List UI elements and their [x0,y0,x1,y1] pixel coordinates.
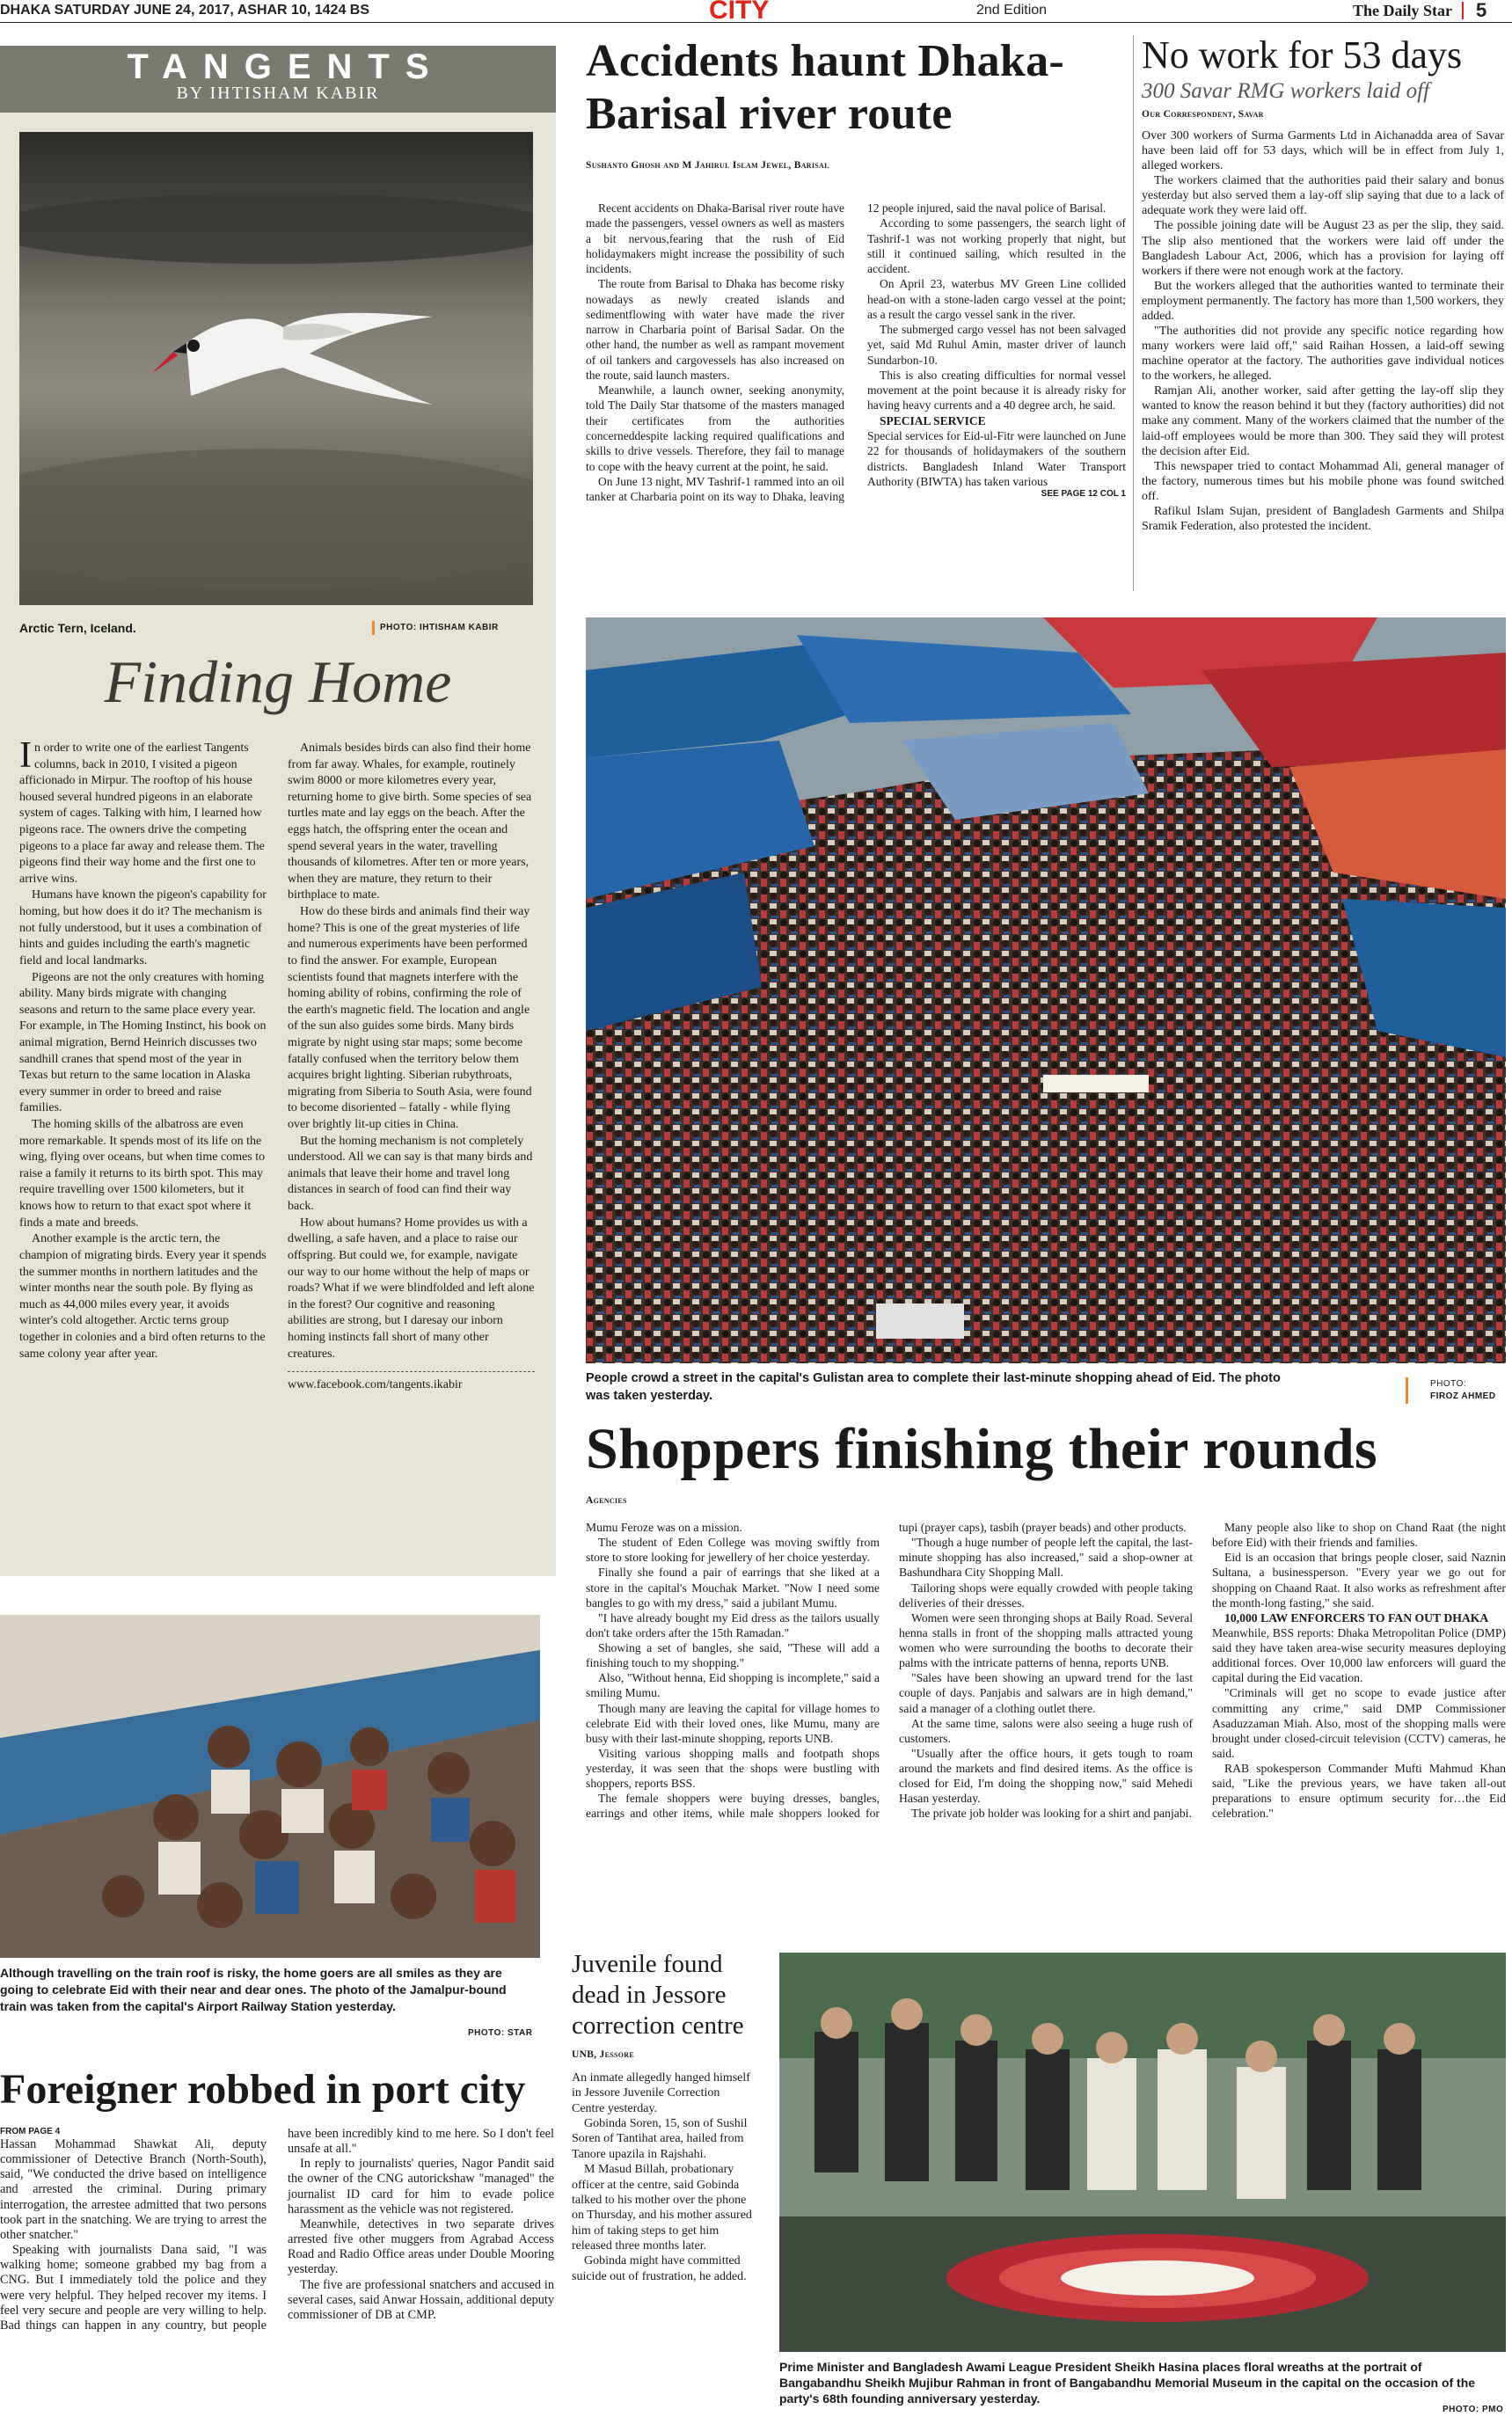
savar-p6: Ramjan Ali, another worker, said after getting the lay-off slip they wanted to know the reason behind it but they (factory authorities) did not make any comment. Many of the workers claimed that the number of the laid-off employees would be more than 300. They said they will protest the decision after Eid. [1142,384,1504,458]
arctic-tern-photo [19,132,533,605]
accidents-p9: Special services for Eid-ul-Fitr were launched on June 22 for thousands of holidaymakers of the southern districts. Bangladesh Inland Water Transport Authority (BIWTA) has taken various [867,428,1126,488]
shoppers-body [586,1520,1506,1924]
tangents-kicker: TANGENTS [127,47,445,86]
juvenile-body [572,2070,753,2284]
tangents-p2: Humans have known the pigeon's capability for homing, but how does it do it? The mechanism is not fully understood, but it uses a combination of hints and guides including the earth's magnetic field and local landmarks. [19,888,267,968]
accidents-body [586,201,1126,588]
shoppers-subhead: 10,000 LAW ENFORCERS TO FAN OUT DHAKA [1224,1610,1489,1625]
train-credit: PHOTO: STAR [468,2028,533,2038]
foreigner-p3: In reply to journalists' queries, Nagor Pandit said the owner of the CNG autorickshaw "managed" the journalist ID card for him to evade police harassment as the vehicle was not registered. [288,2157,554,2216]
juvenile-p1: An inmate allegedly hanged himself in Jessore Juvenile Correction Centre yesterday. [572,2071,750,2115]
savar-subhead: 300 Savar RMG workers laid off [1142,79,1430,103]
accidents-byline: Sushanto Ghosh and M Jahirul Islam Jewel, Barisal [586,160,829,171]
foreigner-body [0,2127,554,2413]
accidents-p3: Meanwhile, a launch owner, seeking anonymity, told The Daily Star thatsome of the masters managed their certificates from the authorities concerneddespite lacking required qualifications and skills to drive vessels. Therefore, they fail to manage to cope with the heavy current at the point, he said. [586,383,844,473]
shoppers-p7: Though many are leaving the capital for village homes to celebrate Eid with their loved ones, like Mumu, many are busy with their last-minute shopping, reports UNB. [586,1701,880,1745]
accidents-p6: On April 23, waterbus MV Green Line collided head-on with a stone-laden cargo vessel at the point; as a result the cargo vessel sank in the river. [867,277,1126,321]
savar-p2: The workers claimed that the authorities paid their salary and bonus yesterday but also served them a lay-off slip saying that due to a lack of adequate work they were laid off. [1142,174,1504,218]
foreigner-p1: Hassan Mohammad Shawkat Ali, deputy commissioner of Detective Branch (North-South), said, "We conducted the drive based on intelligence and arrested the criminal. During primary interrogation, the arrestee admitted that two persons took part in the snatching. We are trying to arrest the other snatcher." [0,2137,267,2242]
shoppers-p3: Finally she found a pair of earrings that she liked at a store in the capital's Mouchak Market. "Now I need some bangles to go with my dress," said a jubilant Mumu. [586,1566,880,1610]
tangents-p1 [19,735,267,887]
shoppers-byline: Agencies [586,1495,627,1506]
pm-credit: PHOTO: PMO [1443,2405,1504,2414]
tangents-p4: The homing skills of the albatross are even more remarkable. It spends most of its life on the wing, flying over oceans, but when time comes to raise a family it returns to its birth spot. This may require travelling over 1500 kilometers, but it knows how to return to that exact spot where it finds a mate and breeds. [19,1118,266,1230]
accidents-jump[interactable]: SEE PAGE 12 COL 1 [1041,489,1126,500]
gulistan-crowd-photo [586,617,1506,1363]
shoppers-headline: Shoppers finishing their rounds [586,1417,1378,1481]
tangents-p8: But the homing mechanism is not completely understood. All we can say is that many birds and animals that leave their home and travel long distances in search of food can find their way back. [288,1134,533,1214]
shoppers-p11: Tailoring shops were equally crowded with people taking deliveries of their dresses. [899,1581,1193,1610]
shoppers-p15: "Usually after the office hours, it gets tough to roam around the markets and find desired items. As the office is closed for Eid, I'm doing the shopping now," said Mehedi Hasan yesterday. [899,1746,1193,1806]
crowd-credit-bar [1406,1377,1408,1404]
crowd-credit-label: PHOTO: [1430,1379,1467,1389]
crowd-credit-name: FIROZ AHMED [1430,1391,1496,1401]
tangents-p7: How do these birds and animals find their way home? This is one of the great mysteries of life and numerous experiments have been performed to find the answer. For example, European scientists found that magnets interfere with the homing ability of robins, confirming the role of the earth's magnetic field. The location and angle of the sun also guides some birds. Many birds migrate by night using star maps; some become fatally confused when the territory below them acquires bright lighting. Siberian rubythroats, migrating from Siberia to South Asia, were found to become disoriented – fatally - while flying over brightly lit-up cities in China. [288,905,532,1132]
shoppers-p1: Mumu Feroze was on a mission. [586,1521,742,1534]
savar-body [1142,128,1504,534]
tangents-body [19,735,535,1550]
shoppers-p18: Eid is an occasion that brings people closer, said Naznin Sultana, a businessperson. "Every year we go out for shopping on Chaand Raat. It also works as refreshment after the month-long fasting," she said. [1212,1551,1506,1610]
savar-headline: No work for 53 days [1142,33,1463,77]
accidents-p5: According to some passengers, the search light of Tashrif-1 was not working properly that night, but still it continued sailing, which resulted in the accident. [867,216,1126,276]
tern-credit-bar [372,621,375,635]
tangents-p9: How about humans? Home provides us with a dwelling, a safe haven, and a place to raise our offspring. But could we, for example, navigate our way to our home without the help of maps or roads? What if we were blindfolded and left alone in the forest? Our cognitive and reasoning abilities are strong, but I daresay our inborn homing instincts fall short of many other creatures. [288,1216,535,1361]
pm-illustration [779,1953,1506,2352]
savar-p3: The possible joining date will be August 23 as per the slip, they said. The slip also mentioned that the workers were laid off under the Bangladesh Labour Act, 2006, which has a provision for laying off workers if there were not enough work at the factory. [1142,219,1504,278]
train-roof-photo [0,1615,540,1958]
pm-caption: Prime Minister and Bangladesh Awami League President Sheikh Hasina places floral wreaths at the portrait of Bangabandhu Sheikh Mujibur Rahman in front of Bangabandhu Memorial Museum in the capital on the occasion of the party's 68th founding anniversary yesterday. [779,2360,1476,2406]
masthead [0,0,1512,23]
shoppers-p19: Meanwhile, BSS reports: Dhaka Metropolitan Police (DMP) said they have taken area-wise security measures deploying additional forces. Over 10,000 law enforcers will guard the capital during the Eid vacation. [1212,1625,1506,1685]
accidents-p2: The route from Barisal to Dhaka has become risky nowadays as newly created islands and sedimentflowing with water have made the river narrow in Charbaria point of Barisal Sadar. On the other hand, the number as well as rampant movement of oil tankers and cargovessels has also increased on the route, said launch masters. [586,277,844,382]
shoppers-p17: Many people also like to shop on Chand Raat (the night before Eid) with their friends and families. [1212,1521,1506,1550]
accidents-p7: The submerged cargo vessel has not been salvaged yet, said Md Ruhul Amin, master driver of launch Sundarbon-10. [867,323,1126,367]
tern-caption: Arctic Tern, Iceland. [19,621,136,635]
shoppers-p13: "Sales have been showing an upward trend for the last couple of days. Panjabis and salwars are in high demand," said a manager of a clothing outlet there. [899,1671,1193,1715]
shoppers-p20: "Criminals will get no scope to evade justice after committing any crime," said DMP Commissioner Asaduzzaman Miah. Also, most of the shopping malls were brought under closed-circuit television (CCTV) cameras, he said. [1212,1686,1506,1760]
shoppers-p10: "Though a huge number of people left the capital, the last-minute shopping has also increased," said a shop-owner at Bashundhara City Shopping Mall. [899,1536,1193,1580]
savar-p7: This newspaper tried to contact Mohammad Ali, general manager of the factory, numerous times but his mobile phone was found switched off. [1142,459,1504,503]
tern-illustration [19,132,533,605]
tangents-rule [288,1371,535,1372]
foreigner-p2: Speaking with journalists Dana said, "I was walking home; someone grabbed my bag from a CNG. But I immediately told the police and they were very helpful. They helped recover my items. I feel very secure and people are very willing to help. Bad things can happen in any country, but people have been incredibly kind to me here. So I don't feel unsafe at all." [0,2127,554,2333]
savar-p1: Over 300 workers of Surma Garments Ltd in Aichanadda area of Savar have been laid off for 53 days, which will be in effect from July 1, alleged workers. [1142,129,1504,173]
accidents-p8: This is also creating difficulties for normal vessel movement at the point because it is already risky for having heavy currents and a 40 degree arch, he said. [867,368,1126,413]
juvenile-p3: M Masud Billah, probationary officer at the centre, said Gobinda talked to his mother over the phone on Thursday, and his mother assured him of taking steps to get him released three months later. [572,2163,752,2253]
tangents-author: BY IHTISHAM KABIR [176,84,380,103]
shoppers-p2: The student of Eden College was moving swiftly from store to store looking for jewellery of her choice yesterday. [586,1536,880,1565]
juvenile-headline: Juvenile found dead in Jessore correction centre [572,1950,744,2040]
foreigner-headline: Foreigner robbed in port city [0,2066,526,2113]
shoppers-p5: Showing a set of bangles, she said, "These will add a finishing touch to my shopping." [586,1641,880,1670]
juvenile-p2: Gobinda Soren, 15, son of Sushil Soren of Tantihat area, hailed from Tanore upazila in Rajshahi. [572,2117,748,2161]
accidents-p4: On June 13 night, MV Tashrif-1 rammed into an oil tanker at Charbaria point on its way to Dhaka, leaving 12 people injured, said the naval police of Barisal. [586,201,1107,504]
dropcap: I [19,735,32,776]
tangents-title: Finding Home [104,648,452,715]
shoppers-p21: RAB spokesperson Commander Mufti Mahmud Khan said, "Like the previous years, we have taken all-out preparations to ensure optimum security for…the Eid celebration." [1212,1762,1506,1821]
edition-label: 2nd Edition [976,3,1048,18]
juvenile-byline: UNB, Jessore [572,2049,634,2060]
column-rule [1133,35,1134,591]
page-divider [1462,2,1464,19]
crowd-caption: People crowd a street in the capital's Gulistan area to complete their last-minute shopping ahead of Eid. The photo was taken yesterday. [586,1371,1281,1403]
foreigner-from: FROM PAGE 4 [0,2127,61,2136]
savar-p4: But the workers alleged that the authorities wanted to terminate their employment permanently. The factory has more than 1,500 workers, they added. [1142,279,1504,323]
shoppers-p4: "I have already bought my Eid dress as the tailors usually don't take orders after the 15th Ramadan." [586,1610,880,1639]
shoppers-p14: At the same time, salons were also seeing a huge rush of customers. [899,1716,1193,1745]
tangents-footer[interactable]: www.facebook.com/tangents.ikabir [288,1378,463,1392]
tangents-p6: Animals besides birds can also find their home from far away. Whales, for example, routinely swim 8000 or more kilometres every year, returning home to give birth. Some species of sea turtles mate and lay eggs on the beach. After the eggs hatch, the offspring enter the ocean and spend several years in the water, travelling thousands of kilometres. After ten or more years, when they are mature, they return to their birthplace to mate. [288,741,532,902]
foreigner-p5: The five are professional snatchers and accused in several cases, said Anwar Hossain, additional deputy commissioner of DB at CMP. [288,2277,554,2322]
shoppers-p9: The female shoppers were buying dresses, bangles, earrings and other items, while male shoppers looked for tupi (prayer caps), tasbih (prayer beads) and other products. [586,1521,1187,1821]
train-caption: Although travelling on the train roof is risky, the home goers are all smiles as they are going to celebrate Eid with their near and dear ones. The photo of the Jamalpur-bound train was taken from the capital's Airport Railway Station yesterday. [0,1966,507,2013]
accidents-headline: Accidents haunt Dhaka-Barisal river route [586,36,1065,139]
shoppers-p16: The private job holder was looking for a shirt and panjabi. [911,1807,1192,1821]
foreigner-p4: Meanwhile, detectives in two separate drives arrested five other muggers from Agrabad Access Road and Radio Office areas under Double Mooring yesterday. [288,2216,554,2277]
tangents-p3: Pigeons are not the only creatures with homing ability. Many birds migrate with changing seasons and return to the same place every year. For example, in The Homing Instinct, his book on animal migration, Bernd Heinrich discusses two sandhill cranes that spend most of the year in Texas but return to the same location in Alaska every summer in order to breed and raise families. [19,970,267,1115]
train-illustration [0,1615,540,1958]
page-number: 5 [1476,0,1487,21]
paper-logo: The Daily Star [1353,2,1453,19]
crowd-illustration [586,617,1506,1363]
shoppers-p8: Visiting various shopping malls and footpath shops yesterday, it was seen that the shops were bustling with shoppers, reports BSS. [586,1746,880,1791]
accidents-p1: Recent accidents on Dhaka-Barisal river route have made the passengers, vessel owners as well as masters a bit nervous,fearing that the rush of Eid holidaymakers might increase the possibility of such incidents. [586,201,844,276]
shoppers-p12: Women were seen thronging shops at Baily Road. Several henna stalls in front of the shopping malls attracted young women who were surrounding the booths to decorate their palms with the intricate patterns of henna, reports UNB. [899,1610,1193,1670]
dateline: DHAKA SATURDAY JUNE 24, 2017, ASHAR 10, 1424 BS [0,3,370,18]
tangents-p5: Another example is the arctic tern, the champion of migrating birds. Every year it spends the summer months in northern latitudes and the winter months near the south pole. By flying as much as 44,000 miles every year, it avoids winter's cold altogether. Arctic terns group together in colonies and a bird often returns to the same colony year after year. [19,1232,267,1361]
accidents-subhead: SPECIAL SERVICE [880,413,986,427]
shoppers-p6: Also, "Without henna, Eid shopping is incomplete," said a smiling Mumu. [586,1671,880,1700]
section-name: CITY [709,0,770,25]
savar-p5: "The authorities did not provide any specific notice regarding how many workers were laid off," said Raihan Hossen, a laid-off sewing machine operator at the factory. The authorities gave individual notices to the workers, he alleged. [1142,325,1504,383]
pm-wreath-photo [779,1953,1506,2352]
tangents-p1-text: n order to write one of the earliest Tangents columns, back in 2010, I visited a pigeon afficionado in Mirpur. The rooftop of his house housed several hundred pigeons in an elaborate system of cages. Talking with him, I learned how pigeons race. The owners drive the competing pigeons to a place far away and release them. The pigeons find their way home and the first one to arrive wins. [19,741,265,886]
tangents-header [0,46,556,113]
savar-byline: Our Correspondent, Savar [1142,109,1264,120]
tern-credit: PHOTO: IHTISHAM KABIR [380,623,499,632]
juvenile-p4: Gobinda might have committed suicide out of frustration, he added. [572,2254,747,2283]
savar-p8: Rafikul Islam Sujan, president of Bangladesh Garments and Shilpa Sramik Federation, also protested the incident. [1142,504,1504,534]
